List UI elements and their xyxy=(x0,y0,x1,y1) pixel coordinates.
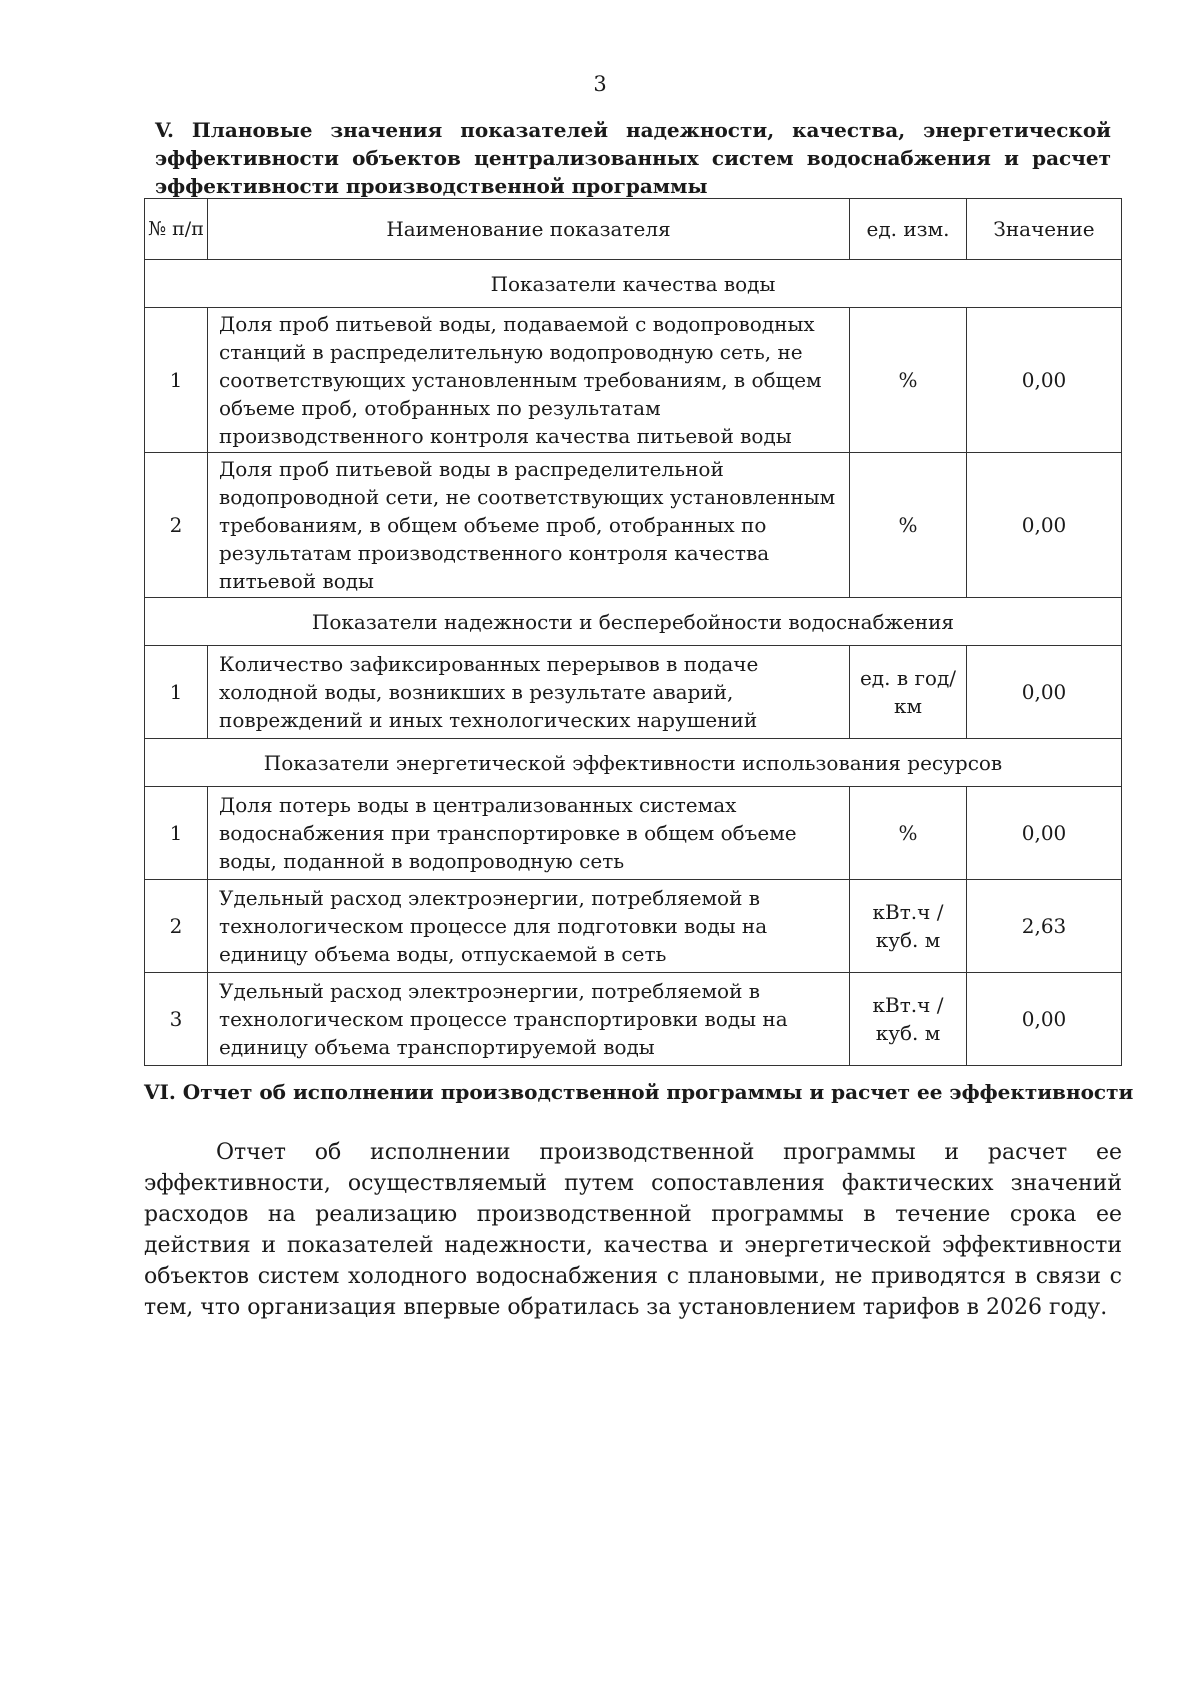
section-title-energy: Показатели энергетической эффективности использования ресурсов xyxy=(145,739,1122,787)
row-value: 0,00 xyxy=(967,453,1122,598)
section-row xyxy=(145,598,1122,646)
row-unit: % xyxy=(850,453,967,598)
row-name: Доля проб питьевой воды в распределительной водопроводной сети, не соответствующих установленным требованиям, в общем объеме проб, отобранных по результатам производственного контроля качества питьевой воды xyxy=(208,453,850,598)
page-number: 3 xyxy=(593,72,607,96)
section-6-title: VI. Отчет об исполнении производственной программы и расчет ее эффективности xyxy=(144,1080,1134,1104)
row-unit: % xyxy=(850,787,967,880)
row-value: 2,63 xyxy=(967,880,1122,973)
row-name: Удельный расход электроэнергии, потребляемой в технологическом процессе для подготовки воды на единицу объема воды, отпускаемой в сеть xyxy=(208,880,850,973)
row-unit: % xyxy=(850,308,967,453)
row-num: 1 xyxy=(145,646,208,739)
row-num: 1 xyxy=(145,308,208,453)
section-6-paragraph: Отчет об исполнении производственной программы и расчет ее эффективности, осуществляемый путем сопоставления фактических значений расходов на реализацию производственной программы в течение срока ее действия и показателей надежности, качества и энергетической эффективности объектов систем холодного водоснабжения с плановыми, не приводятся в связи с тем, что организация впервые обратилась за установлением тарифов в 2026 году. xyxy=(144,1140,1122,1320)
row-name: Доля потерь воды в централизованных системах водоснабжения при транспортировке в общем объеме воды, поданной в водопроводную сеть xyxy=(208,787,850,880)
row-num: 1 xyxy=(145,787,208,880)
row-num: 2 xyxy=(145,453,208,598)
table-row xyxy=(145,453,1122,598)
header-name: Наименование показателя xyxy=(208,199,850,260)
row-unit: кВт.ч / куб. м xyxy=(850,973,967,1066)
row-num: 3 xyxy=(145,973,208,1066)
row-value: 0,00 xyxy=(967,308,1122,453)
row-value: 0,00 xyxy=(967,973,1122,1066)
section-row xyxy=(145,739,1122,787)
indicators-table xyxy=(144,198,1122,1066)
row-value: 0,00 xyxy=(967,787,1122,880)
header-value: Значение xyxy=(967,199,1122,260)
row-name: Доля проб питьевой воды, подаваемой с водопроводных станций в распределительную водопроводную сеть, не соответствующих установленным требованиям, в общем объеме проб, отобранных по результатам производственного контроля качества питьевой воды xyxy=(208,308,850,453)
section-title-reliability: Показатели надежности и бесперебойности водоснабжения xyxy=(145,598,1122,646)
table-row xyxy=(145,646,1122,739)
row-name: Удельный расход электроэнергии, потребляемой в технологическом процессе транспортировки воды на единицу объема транспортируемой воды xyxy=(208,973,850,1066)
section-5-title: V. Плановые значения показателей надежности, качества, энергетической эффективности объектов централизованных систем водоснабжения и расчет эффективности производственной программы xyxy=(155,118,1111,198)
table-row xyxy=(145,308,1122,453)
row-unit: кВт.ч / куб. м xyxy=(850,880,967,973)
row-name: Количество зафиксированных перерывов в подаче холодной воды, возникших в результате аварий, повреждений и иных технологических нарушений xyxy=(208,646,850,739)
table-row xyxy=(145,787,1122,880)
row-unit: ед. в год/ км xyxy=(850,646,967,739)
table-row xyxy=(145,880,1122,973)
table-header-row xyxy=(145,199,1122,260)
header-num: № п/п xyxy=(145,199,208,260)
section-row xyxy=(145,260,1122,308)
table-row xyxy=(145,973,1122,1066)
row-num: 2 xyxy=(145,880,208,973)
section-title-quality: Показатели качества воды xyxy=(145,260,1122,308)
header-unit: ед. изм. xyxy=(850,199,967,260)
row-value: 0,00 xyxy=(967,646,1122,739)
